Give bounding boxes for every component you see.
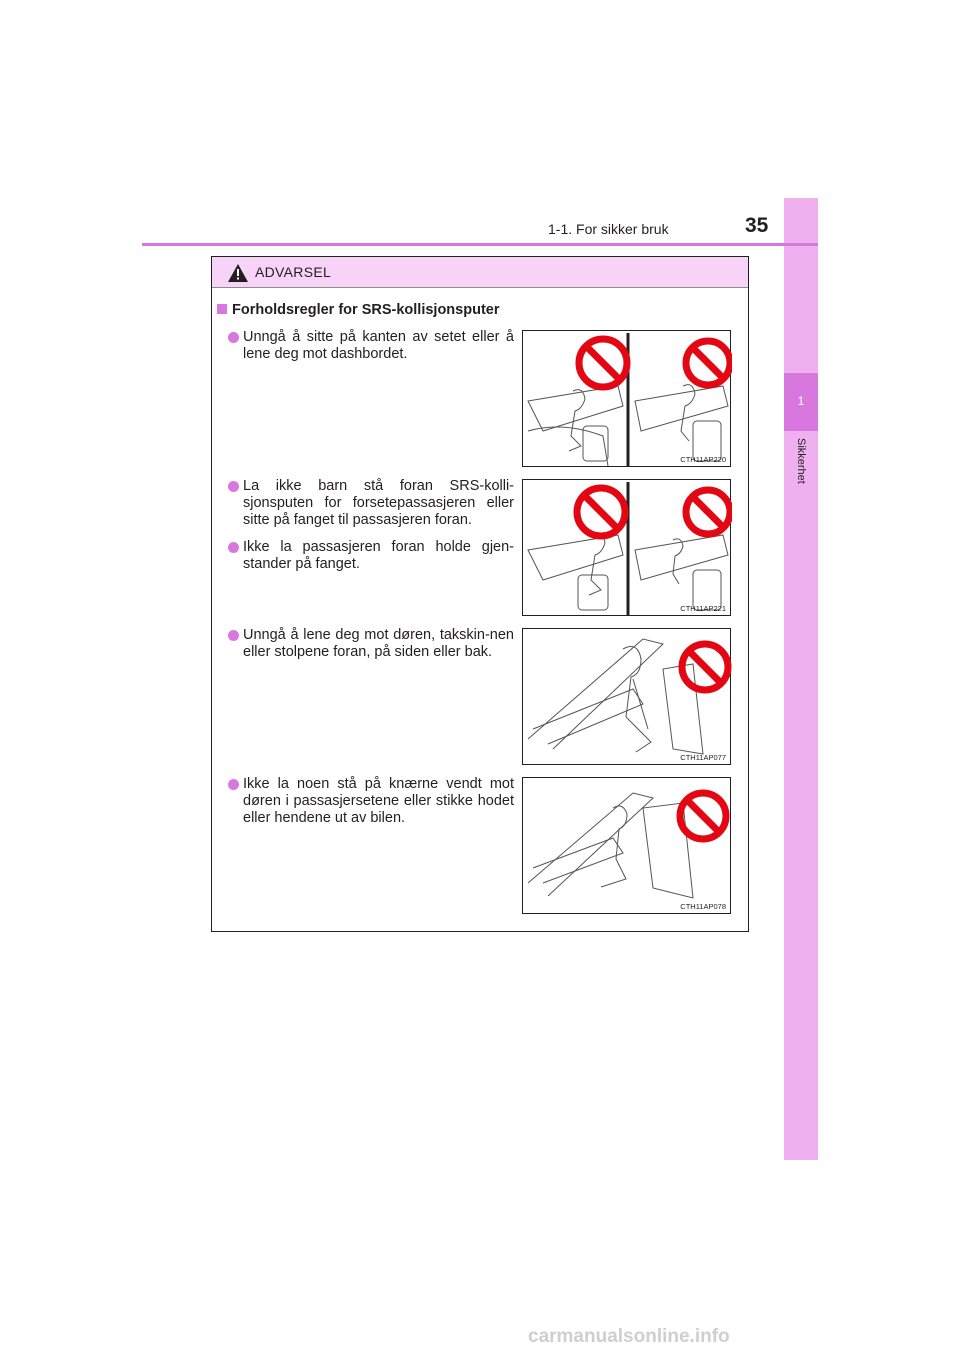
prohibition-icon (686, 341, 730, 385)
warning-header (212, 257, 748, 288)
warning-box (211, 256, 749, 932)
illustration-figure (522, 628, 731, 765)
figure-code: CTH11AP077 (680, 753, 726, 762)
warning-title: ADVARSEL (255, 264, 332, 280)
bullet-dot-icon (228, 630, 239, 641)
bullet-item: Ikke la noen stå på knærne vendt mot døren i passasjersetene eller stikke hodet eller hendene ut av bilen. (228, 776, 514, 827)
car-interior-illustration (523, 480, 732, 617)
bullet-item: Unngå å lene deg mot døren, takskin-nen eller stolpene foran, på siden eller bak. (228, 627, 514, 661)
bullet-item: Unngå å sitte på kanten av setet eller å lene deg mot dashbordet. (228, 329, 514, 363)
bullet-dot-icon (228, 481, 239, 492)
chapter-sidebar (784, 198, 818, 1160)
car-interior-illustration (523, 778, 732, 915)
bullet-item: La ikke barn stå foran SRS-kolli-sjonsputen for forsetepassasjeren eller sitte på fanget til passasjeren foran. (228, 478, 514, 529)
car-interior-illustration (523, 331, 732, 468)
bullet-item: Ikke la passasjeren foran holde gjen-stander på fanget. (228, 539, 514, 573)
illustration-figure (522, 777, 731, 914)
watermark: carmanualsonline.info (528, 1326, 730, 1347)
car-interior-illustration (523, 629, 732, 766)
figure-code: CTH11AP078 (680, 902, 726, 911)
warning-subtitle: Forholdsregler for SRS-kollisjonsputer (217, 302, 499, 318)
chapter-number: 1 (797, 394, 805, 408)
bullet-dot-icon (228, 542, 239, 553)
figure-code: CTH11AP221 (680, 604, 726, 613)
prohibition-icon (680, 793, 726, 839)
prohibition-icon (579, 339, 627, 387)
prohibition-icon (682, 644, 728, 690)
illustration-figure (522, 330, 731, 467)
section-title: 1-1. For sikker bruk (548, 221, 669, 237)
bullet-dot-icon (228, 779, 239, 790)
chapter-title: Sikkerhet (795, 438, 807, 484)
header-divider (142, 243, 818, 246)
prohibition-icon (686, 490, 730, 534)
warning-triangle-icon (228, 264, 248, 282)
prohibition-icon (577, 488, 625, 536)
page-number: 35 (745, 214, 769, 237)
illustration-figure (522, 479, 731, 616)
square-bullet-icon (217, 304, 227, 314)
bullet-dot-icon (228, 332, 239, 343)
figure-code: CTH11AP220 (680, 455, 726, 464)
